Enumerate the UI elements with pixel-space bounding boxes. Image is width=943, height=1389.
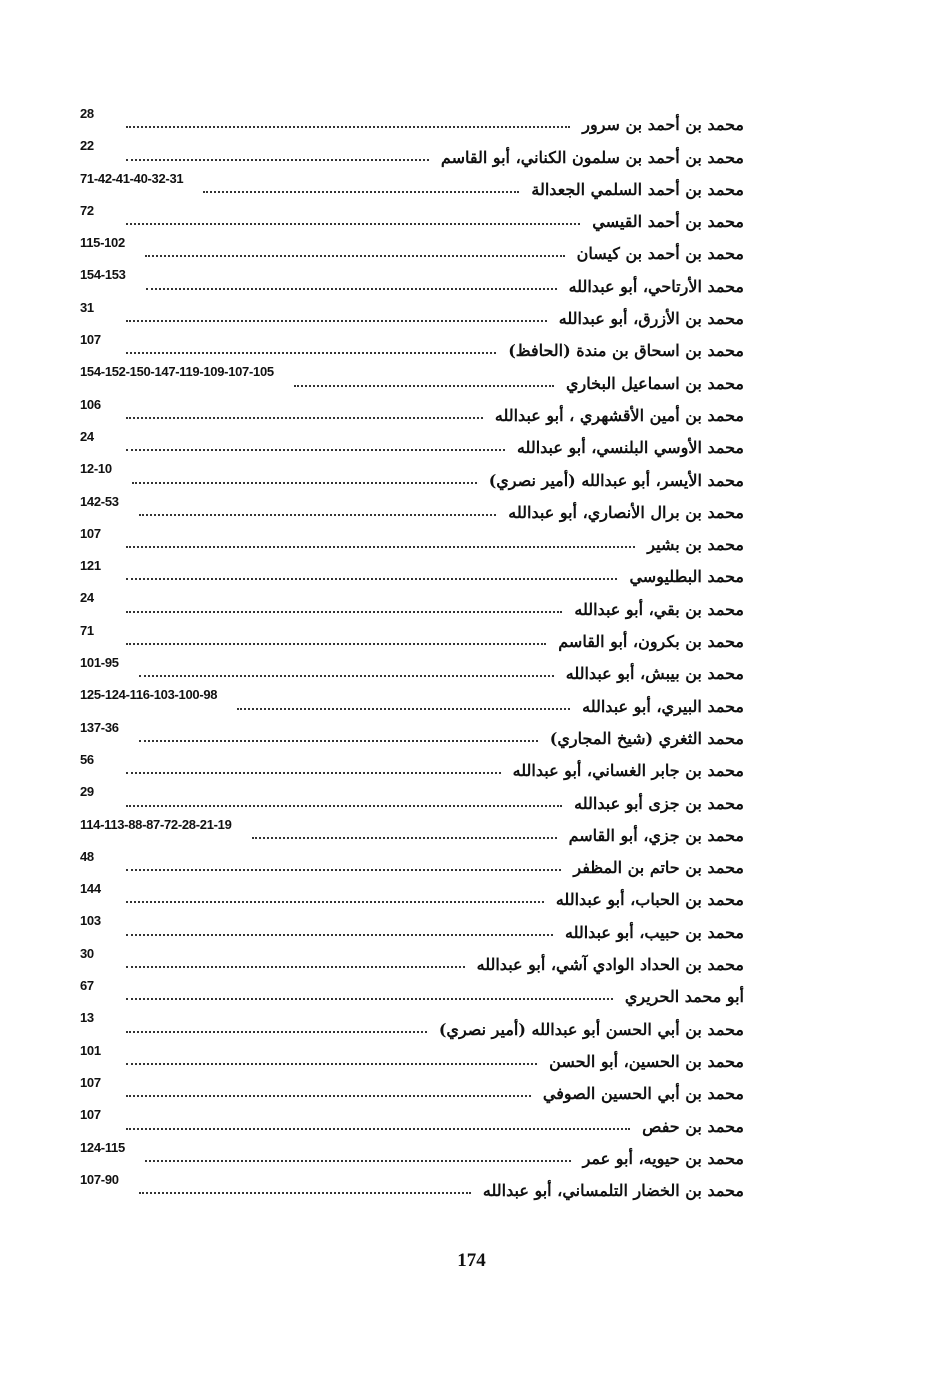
entry-name: محمد بن حيويه، أبو عمر: [582, 1148, 744, 1168]
entry-pages: 107: [80, 332, 101, 348]
entry-pages: 107: [80, 1107, 101, 1123]
dot-leader: [237, 708, 570, 710]
entry-pages: 124-115: [80, 1139, 125, 1155]
entry-name: محمد بن بقي، أبو عبدالله: [574, 599, 744, 619]
index-entry: [80, 653, 744, 685]
dot-leader: [126, 1031, 427, 1033]
entry-name: محمد الثغري (شيخ المجاري): [549, 728, 744, 748]
entry-pages: 71: [80, 622, 94, 638]
entry-name: محمد بن حاتم بن المظفر: [573, 858, 744, 878]
entry-pages: 72: [80, 202, 94, 218]
dot-leader: [126, 901, 544, 903]
dot-leader: [126, 805, 562, 807]
entry-pages: 67: [80, 978, 94, 994]
entry-name: محمد بن أحمد بن كيسان: [576, 244, 744, 264]
entry-name: محمد بن بشير: [647, 535, 744, 555]
dot-leader: [126, 934, 553, 936]
entry-pages: 125-124-116-103-100-98: [80, 687, 218, 703]
entry-name: محمد بن الحسين، أبو الحسن: [549, 1051, 744, 1071]
index-entry: [80, 1170, 744, 1202]
entry-pages: 107-90: [80, 1171, 119, 1187]
entry-name: محمد بن جزي، أبو القاسم: [568, 825, 744, 845]
entry-name: محمد بن اسحاق بن مندة (الحافظ): [508, 341, 744, 361]
dot-leader: [252, 837, 557, 839]
entry-pages: 107: [80, 1074, 101, 1090]
index-entry: [80, 588, 744, 620]
entry-name: محمد بن أبي الحسين الصوفي: [542, 1084, 744, 1104]
index-entry: [80, 718, 744, 750]
entry-name: محمد بن برال الأنصاري، أبو عبدالله: [508, 502, 744, 522]
index-entry: [80, 492, 744, 524]
entry-pages: 56: [80, 751, 94, 767]
index-entry: [80, 879, 744, 911]
index-entry: [80, 1008, 744, 1040]
index-entry: [80, 1105, 744, 1137]
entry-name: محمد بن الحباب، أبو عبدالله: [555, 890, 744, 910]
entry-name: محمد بن حبيب، أبو عبدالله: [564, 922, 744, 942]
index-entry: [80, 976, 744, 1008]
dot-leader: [126, 159, 429, 161]
entry-pages: 114-113-88-87-72-28-21-19: [80, 816, 232, 832]
dot-leader: [126, 966, 465, 968]
entry-name: محمد بن بيبش، أبو عبدالله: [565, 664, 744, 684]
dot-leader: [139, 740, 538, 742]
entry-pages: 137-36: [80, 719, 119, 735]
dot-leader: [126, 1128, 630, 1130]
index-entry: [80, 621, 744, 653]
entry-pages: 103: [80, 913, 101, 929]
dot-leader: [139, 675, 554, 677]
index-entry: [80, 1073, 744, 1105]
entry-pages: 144: [80, 881, 101, 897]
dot-leader: [126, 546, 635, 548]
entry-name: محمد بن الأزرق، أبو عبدالله: [558, 309, 744, 329]
entry-pages: 22: [80, 138, 94, 154]
dot-leader: [126, 869, 561, 871]
dot-leader: [294, 385, 554, 387]
index-entries: [80, 104, 744, 1202]
index-entry: [80, 815, 744, 847]
index-entry: [80, 847, 744, 879]
entry-name: محمد البيري، أبو عبدالله: [582, 696, 744, 716]
index-entry: [80, 136, 744, 168]
index-entry: [80, 685, 744, 717]
index-entry: [80, 362, 744, 394]
index-entry: [80, 330, 744, 362]
entry-pages: 31: [80, 299, 94, 315]
dot-leader: [146, 288, 557, 290]
index-entry: [80, 556, 744, 588]
dot-leader: [139, 514, 497, 516]
index-entry: [80, 233, 744, 265]
dot-leader: [126, 449, 505, 451]
dot-leader: [126, 1063, 537, 1065]
dot-leader: [126, 998, 613, 1000]
dot-leader: [126, 578, 617, 580]
entry-pages: 28: [80, 106, 94, 121]
entry-pages: 115-102: [80, 235, 125, 251]
entry-pages: 101-95: [80, 655, 119, 671]
page-number: 174: [457, 1250, 486, 1271]
index-entry: [80, 459, 744, 491]
index-entry: [80, 104, 744, 136]
index-entry: [80, 944, 744, 976]
entry-pages: 12-10: [80, 461, 112, 477]
dot-leader: [126, 320, 547, 322]
entry-name: محمد الأرتاحي، أبو عبدالله: [568, 276, 744, 296]
entry-name: محمد بن أحمد القيسي: [592, 212, 744, 232]
index-entry: [80, 1041, 744, 1073]
dot-leader: [126, 611, 562, 613]
entry-pages: 30: [80, 945, 94, 961]
entry-name: محمد بن أحمد بن سلمون الكناني، أبو القاسم: [440, 147, 744, 167]
dot-leader: [145, 255, 565, 257]
entry-name: محمد الأيسر، أبو عبدالله (أمير نصري): [488, 470, 744, 490]
dot-leader: [145, 1160, 571, 1162]
entry-name: أبو محمد الحريري: [624, 987, 744, 1007]
entry-name: محمد بن أبي الحسن أبو عبدالله (أمير نصري): [438, 1019, 744, 1039]
entry-pages: 29: [80, 784, 94, 800]
entry-pages: 107: [80, 525, 101, 541]
dot-leader: [126, 417, 483, 419]
entry-name: محمد البطليوسي: [629, 567, 744, 587]
dot-leader: [126, 1095, 531, 1097]
dot-leader: [203, 191, 519, 193]
entry-name: محمد بن الخضار التلمساني، أبو عبدالله: [482, 1181, 744, 1201]
entry-name: محمد الأوسي البلنسي، أبو عبدالله: [516, 438, 744, 458]
index-entry: [80, 395, 744, 427]
entry-name: محمد بن أحمد السلمي الجعدالة: [531, 179, 744, 199]
entry-name: محمد بن أحمد بن سرور: [582, 115, 744, 135]
entry-name: محمد بن اسماعيل البخاري: [566, 373, 744, 393]
entry-pages: 48: [80, 848, 94, 864]
dot-leader: [132, 482, 477, 484]
index-entry: [80, 427, 744, 459]
index-entry: [80, 201, 744, 233]
entry-name: محمد بن جابر الغساني، أبو عبدالله: [512, 761, 744, 781]
entry-pages: 13: [80, 1010, 94, 1026]
dot-leader: [126, 772, 501, 774]
entry-pages: 106: [80, 396, 101, 412]
entry-name: محمد بن جزى أبو عبدالله: [574, 793, 744, 813]
index-entry: [80, 782, 744, 814]
entry-pages: 142-53: [80, 493, 119, 509]
index-entry: [80, 169, 744, 201]
entry-pages: 101: [80, 1042, 101, 1058]
entry-pages: 121: [80, 558, 101, 574]
index-entry: [80, 265, 744, 297]
entry-pages: 71-42-41-40-32-31: [80, 170, 184, 186]
index-entry: [80, 298, 744, 330]
index-entry: [80, 524, 744, 556]
dot-leader: [126, 126, 570, 128]
entry-pages: 24: [80, 590, 94, 606]
index-entry: [80, 911, 744, 943]
entry-pages: 154-152-150-147-119-109-107-105: [80, 364, 274, 380]
dot-leader: [126, 643, 546, 645]
dot-leader: [126, 352, 496, 354]
entry-pages: 154-153: [80, 267, 126, 283]
dot-leader: [126, 223, 580, 225]
entry-name: محمد بن أمين الأقشهري ، أبو عبدالله: [494, 405, 744, 425]
entry-name: محمد بن الحداد الوادي آشي، أبو عبدالله: [476, 955, 744, 975]
dot-leader: [139, 1192, 471, 1194]
entry-name: محمد بن بكرون، أبو القاسم: [558, 632, 744, 652]
entry-name: محمد بن حفص: [642, 1116, 744, 1136]
entry-pages: 24: [80, 428, 94, 444]
index-entry: [80, 750, 744, 782]
index-entry: [80, 1138, 744, 1170]
